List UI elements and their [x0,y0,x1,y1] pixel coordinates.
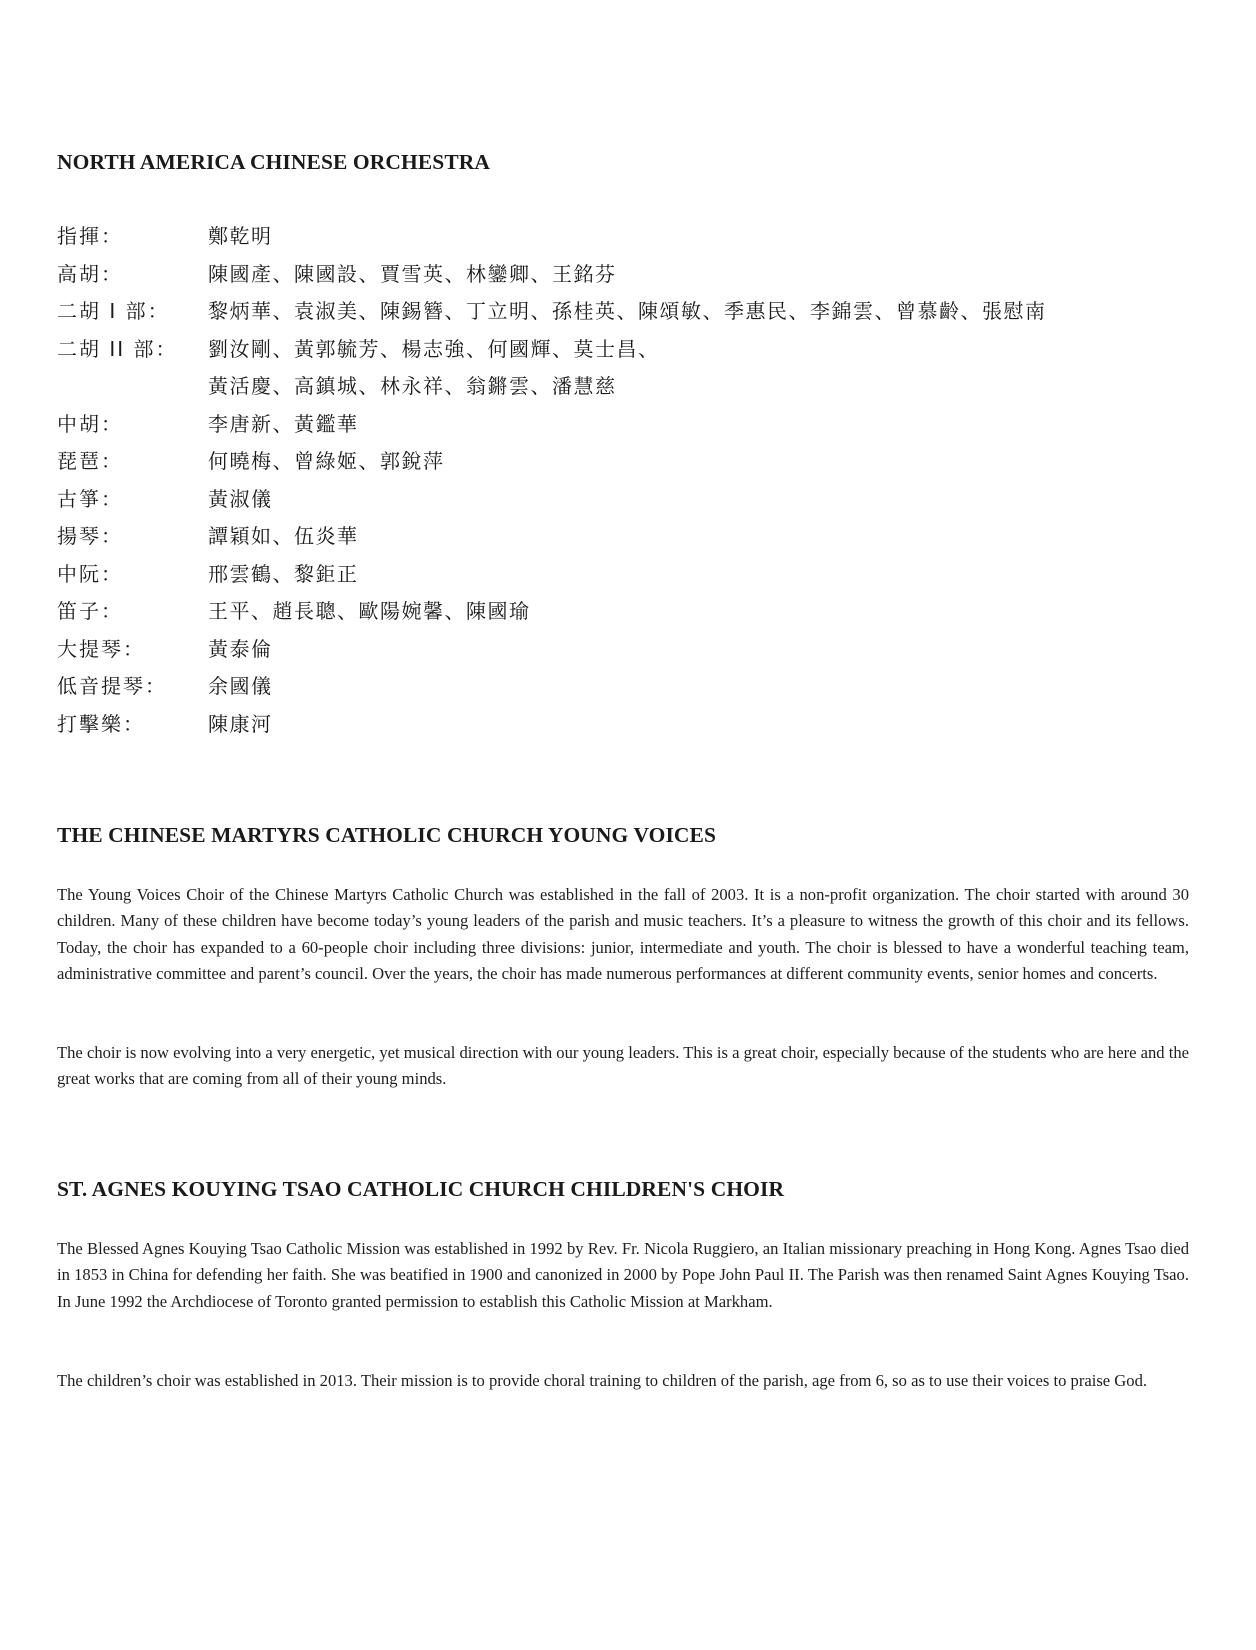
roster-names: 邢雲鶴、黎鉅正 [208,561,359,586]
roster-row-continuation [57,370,1207,408]
roster-names: 劉汝剛、黃郭毓芳、楊志強、何國輝、莫士昌、 [208,336,660,361]
roster-row [57,520,1207,558]
roster-row [57,408,1207,446]
roster-row [57,333,1207,371]
roster-label: 中阮： [57,561,123,586]
st-agnes-title: ST. AGNES KOUYING TSAO CATHOLIC CHURCH CHILDREN'S CHOIR [57,1177,785,1201]
roster-label: 琵琶： [57,449,123,473]
roster-label: 高胡： [57,261,123,286]
roster-label: 笛子： [57,599,123,623]
roster-row [57,445,1207,483]
roster-row [57,483,1207,521]
roster-row [57,558,1207,596]
roster-row [57,295,1207,333]
roster-names: 李唐新、黃鑑華 [208,411,359,436]
roster-names: 譚穎如、伍炎華 [208,524,359,548]
roster-label: 揚琴： [57,524,123,548]
roster-names: 鄭乾明 [208,224,273,248]
orchestra-roster [57,220,1207,745]
orchestra-title: NORTH AMERICA CHINESE ORCHESTRA [57,150,491,174]
roster-label: 大提琴： [57,636,145,661]
roster-row [57,595,1207,633]
roster-names: 陳國產、陳國設、賈雪英、林鑾卿、王銘芬 [208,261,617,286]
roster-names: 余國儀 [208,674,273,698]
roster-names: 黃活慶、高鎮城、林永祥、翁鏘雲、潘慧慈 [208,374,617,398]
roster-row [57,708,1207,746]
roster-row [57,220,1207,258]
roster-label: 指揮： [57,224,123,248]
roster-names: 陳康河 [208,711,273,736]
st-agnes-paragraph-2: The children’s choir was established in 2013. Their mission is to provide choral training to children of the parish, age from 6, so as to use their voices to praise God. [57,1371,1148,1390]
roster-row [57,258,1207,296]
roster-names: 黃泰倫 [208,636,273,661]
roster-label: 打擊樂： [57,711,145,736]
roster-names: 何曉梅、曾綠姬、郭銳萍 [208,449,445,473]
roster-label: 古箏： [57,486,123,511]
roster-label: 二胡 I 部： [57,299,170,323]
roster-row [57,633,1207,671]
roster-names: 王平、趙長聰、歐陽婉馨、陳國瑜 [208,599,531,623]
roster-label: 二胡 II 部： [57,336,178,361]
roster-row [57,670,1207,708]
roster-names: 黎炳華、袁淑美、陳錫簪、丁立明、孫桂英、陳頌敏、季惠民、李錦雲、曾慕齡、張慰南 [208,299,1047,323]
young-voices-title: THE CHINESE MARTYRS CATHOLIC CHURCH YOUNG VOICES [57,823,717,847]
roster-label: 中胡： [57,411,123,436]
st-agnes-paragraph-1: The Blessed Agnes Kouying Tsao Catholic Mission was established in 1992 by Rev. Fr. Nicola Ruggiero, an Italian missionary preaching in Hong Kong. Agnes Tsao died in 1853 in China for defending her faith. She was beatified in 1900 and canonized in 2000 by Pope John Paul II. The Parish was then renamed Saint Agnes Kouying Tsao. In June 1992 the Archdiocese of Toronto granted permission to establish this Catholic Mission at Markham. [57,1239,1189,1311]
young-voices-paragraph-2: The choir is now evolving into a very energetic, yet musical direction with our young leaders. This is a great choir, especially because of the students who are here and the great works that are coming from all of their young minds. [57,1043,1189,1089]
roster-label: 低音提琴： [57,674,167,698]
roster-names: 黃淑儀 [208,486,273,511]
young-voices-paragraph-1: The Young Voices Choir of the Chinese Martyrs Catholic Church was established in the fall of 2003. It is a non-profit organization. The choir started with around 30 children. Many of these children have become today’s young leaders of the parish and music teachers. It’s a pleasure to witness the growth of this choir and its fellows. Today, the choir has expanded to a 60-people choir including three divisions: junior, intermediate and youth. The choir is blessed to have a wonderful teaching team, administrative committee and parent’s council. Over the years, the choir has made numerous performances at different community events, senior homes and concerts. [57,885,1189,983]
